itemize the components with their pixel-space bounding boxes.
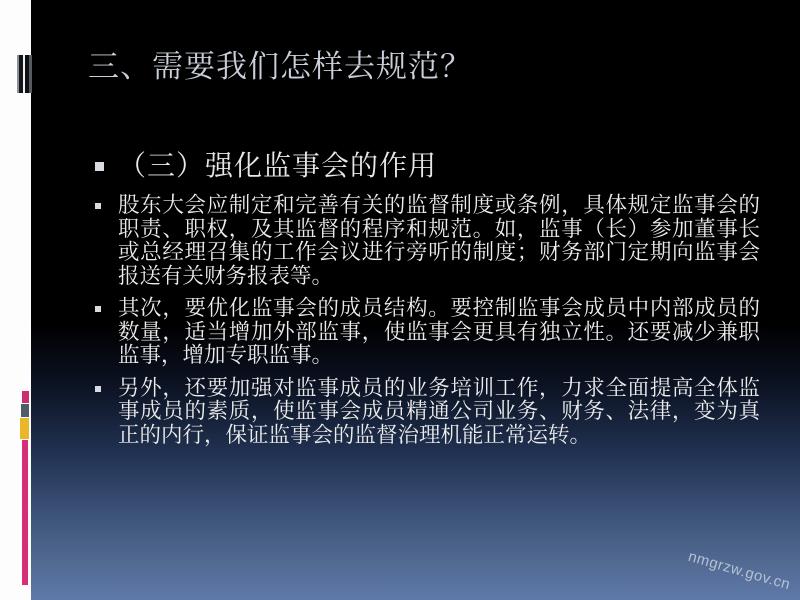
slide-background bbox=[31, 0, 800, 600]
slide-title: 三、需要我们怎样去规范？ bbox=[88, 49, 472, 84]
slide-body bbox=[95, 150, 760, 456]
accent-chip-pink bbox=[22, 391, 29, 403]
paragraph-text: 其次，要优化监事会的成员结构。要控制监事会成员中内部成员的数量，适当增加外部监事，使监事会更具有独立性。还要减少兼职监事，增加专职监事。 bbox=[118, 296, 760, 367]
paragraph-text: 股东大会应制定和完善有关的监督制度或条例，具体规定监事会的职责、职权，及其监督的程序和规范。如，监事（长）参加董事长或总经理召集的工作会议进行旁听的制度；财务部门定期向监事会报送有关财务报表等。 bbox=[118, 193, 760, 288]
paragraph-text: 另外，还要加强对监事成员的业务培训工作，力求全面提高全体监事成员的素质，使监事会成员精通公司业务、财务、法律，变为真正的内行，保证监事会的监督治理机能正常运转。 bbox=[118, 375, 760, 447]
list-item bbox=[95, 377, 760, 448]
bullet-square-icon bbox=[95, 162, 104, 171]
bullet-square-icon bbox=[95, 386, 101, 392]
bullet-square-icon bbox=[95, 203, 101, 209]
section-heading: （三）强化监事会的作用 bbox=[118, 151, 438, 182]
striped-square-marker-icon bbox=[17, 55, 32, 93]
list-item bbox=[95, 297, 760, 368]
watermark-text: nmgrzw.gov.cn bbox=[686, 548, 793, 594]
accent-chip-gray bbox=[21, 404, 29, 417]
list-item bbox=[95, 194, 760, 288]
accent-chip-yellow bbox=[20, 418, 29, 439]
accent-bar-magenta bbox=[22, 440, 28, 585]
bullet-square-icon bbox=[95, 306, 101, 312]
heading-item bbox=[95, 150, 760, 184]
